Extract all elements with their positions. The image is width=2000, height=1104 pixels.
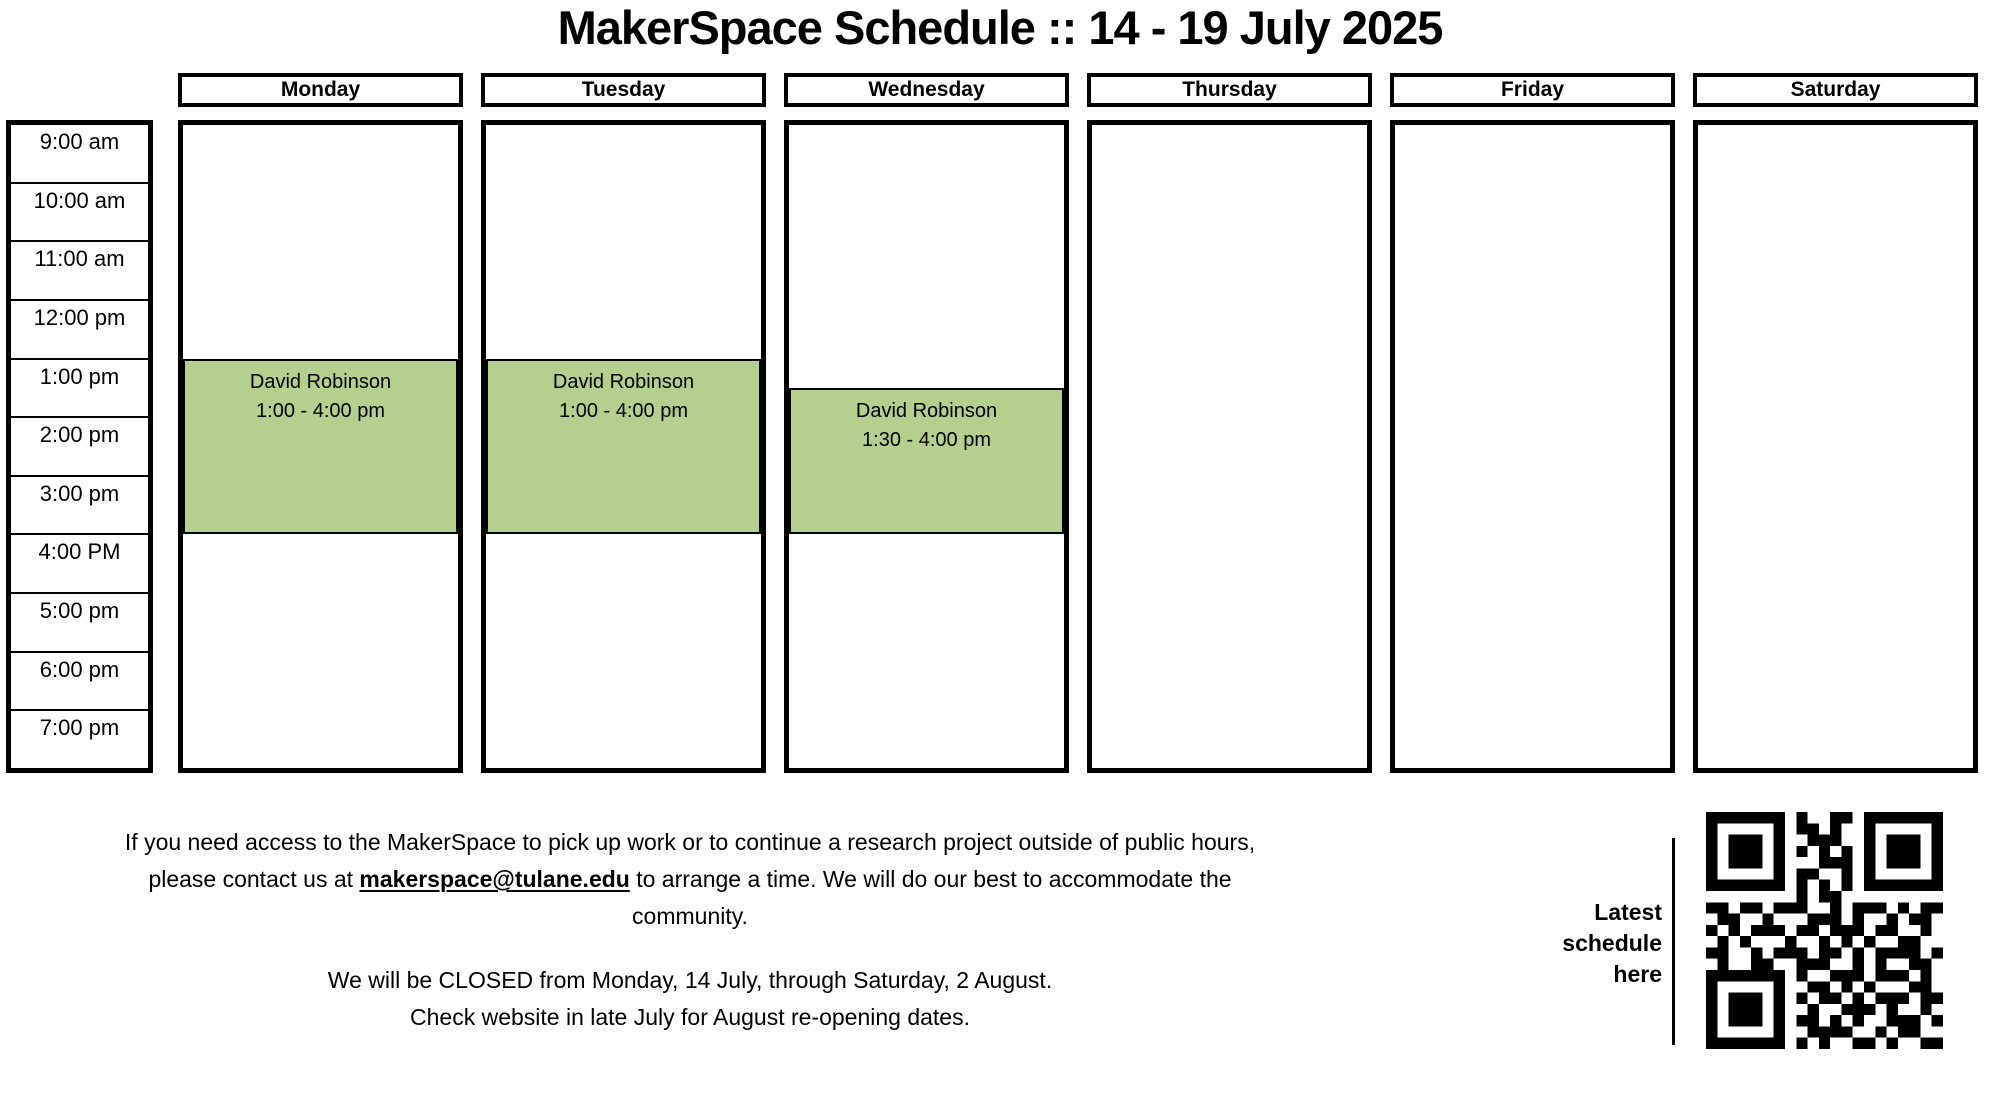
time-slot-label: 12:00 pm <box>11 299 148 358</box>
qr-caption <box>1480 897 1662 990</box>
day-header-friday: Friday <box>1390 73 1675 107</box>
time-slot-label: 5:00 pm <box>11 592 148 651</box>
time-slot-label: 9:00 am <box>39 129 120 154</box>
event-block-tuesday <box>486 359 761 534</box>
closure-note-line1: We will be CLOSED from Monday, 14 July, through Saturday, 2 August. <box>327 967 1053 993</box>
qr-caption-line: here <box>1613 961 1662 987</box>
day-column-friday <box>1390 120 1675 773</box>
event-time: 1:30 - 4:00 pm <box>862 429 991 451</box>
time-slot-label: 10:00 am <box>11 182 148 241</box>
day-column-wednesday <box>784 120 1069 773</box>
access-note-line3: community. <box>632 903 748 929</box>
time-slot-label: 11:00 am <box>11 240 148 299</box>
time-slot-label: 3:00 pm <box>11 475 148 534</box>
event-block-wednesday <box>789 388 1064 534</box>
day-column-saturday <box>1693 120 1978 773</box>
closure-note-line2: Check website in late July for August re-opening dates. <box>410 1004 970 1030</box>
email-link[interactable]: makerspace@tulane.edu <box>359 866 630 892</box>
qr-code <box>1706 812 1943 1049</box>
event-time: 1:00 - 4:00 pm <box>256 400 385 422</box>
time-slot-label: 6:00 pm <box>11 651 148 710</box>
event-person: David Robinson <box>249 371 392 393</box>
day-header-wednesday: Wednesday <box>784 73 1069 107</box>
day-column-thursday <box>1087 120 1372 773</box>
time-slot-label: 4:00 PM <box>11 533 148 592</box>
access-note-line2-post: to arrange a time. We will do our best to accommodate the <box>629 866 1232 892</box>
event-time: 1:00 - 4:00 pm <box>559 400 688 422</box>
time-slot-label: 2:00 pm <box>11 416 148 475</box>
day-header-monday: Monday <box>178 73 463 107</box>
page-title: MakerSpace Schedule :: 14 - 19 July 2025 <box>557 1 1443 54</box>
day-header-saturday: Saturday <box>1693 73 1978 107</box>
day-column-tuesday <box>481 120 766 773</box>
event-person: David Robinson <box>552 371 695 393</box>
time-slot-label: 7:00 pm <box>11 709 148 768</box>
closure-note <box>0 962 1380 1036</box>
access-note-line2 <box>0 861 1380 898</box>
access-note-line1: If you need access to the MakerSpace to pick up work or to continue a research project outside of public hours, <box>124 829 1256 855</box>
time-slot-label: 1:00 pm <box>11 358 148 417</box>
time-column <box>6 120 153 773</box>
qr-caption-line: Latest <box>1594 899 1662 925</box>
day-header-tuesday: Tuesday <box>481 73 766 107</box>
event-block-monday <box>183 359 458 534</box>
event-person: David Robinson <box>855 400 998 422</box>
vertical-divider <box>1672 838 1675 1045</box>
footer-notes <box>0 824 1380 1036</box>
day-header-thursday: Thursday <box>1087 73 1372 107</box>
day-column-monday <box>178 120 463 773</box>
qr-caption-line: schedule <box>1562 930 1662 956</box>
access-note <box>0 824 1380 935</box>
access-note-line2-pre: please contact us at <box>148 866 360 892</box>
